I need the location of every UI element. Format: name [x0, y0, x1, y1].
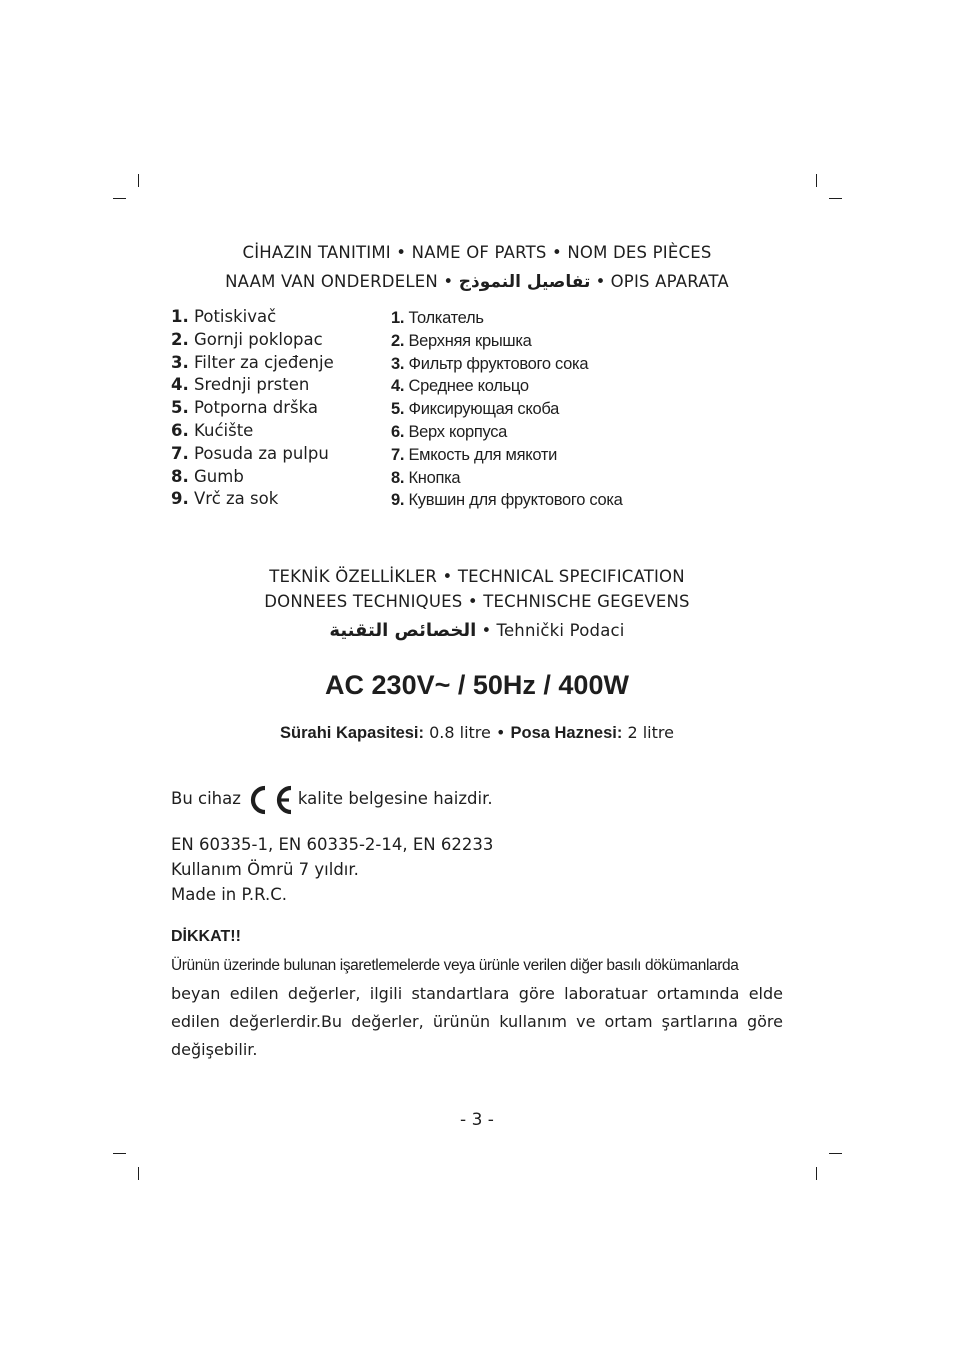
parts-list-russian [391, 307, 623, 512]
crop-mark [113, 198, 126, 199]
list-item: 5. Фиксирующая скоба [391, 400, 559, 419]
capacity-line [0, 723, 954, 743]
parts-list-bosnian [171, 306, 334, 511]
list-item: 2. Gornji poklopac [171, 329, 323, 349]
list-item: 6. Kućište [171, 420, 254, 440]
ce-statement [171, 784, 493, 814]
list-item: 3. Filter za cjeđenje [171, 352, 334, 372]
list-item: 1. Potiskivač [171, 307, 277, 326]
origin: Made in P.R.C. [171, 885, 288, 904]
power-rating: AC 230V~ / 50Hz / 400W [325, 670, 629, 700]
crop-mark [829, 1153, 842, 1154]
ce-text-after: kalite belgesine haizdir. [297, 789, 493, 808]
crop-mark [829, 198, 842, 199]
list-item: 8. Gumb [171, 466, 244, 486]
parts-heading-line1: CİHAZIN TANITIMI • NAME OF PARTS • NOM DES PIÈCES [242, 243, 712, 262]
crop-mark [816, 174, 817, 187]
list-item: 7. Емкость для мякоти [391, 445, 558, 464]
list-item: 1. Толкатель [391, 309, 484, 327]
parts-heading-arabic: تفاصيل النموذج [458, 272, 591, 292]
crop-mark [113, 1153, 126, 1154]
warning-line1: Ürünün üzerinde bulunan işaretlemelerde veya ürünle verilen diğer basılı dökümanlarda [171, 957, 739, 974]
spec-heading-arabic: الخصائص التقنية [329, 620, 477, 641]
parts-heading-right: • OPIS APARATA [595, 272, 729, 291]
list-item: 8. Кнопка [391, 468, 461, 487]
pulp-capacity-value: 2 litre [627, 723, 674, 742]
crop-mark [816, 1167, 817, 1180]
list-item: 7. Posuda za pulpu [171, 443, 329, 463]
standards: EN 60335-1, EN 60335-2-14, EN 62233 [171, 835, 494, 854]
spec-heading-line2: DONNEES TECHNIQUES • TECHNISCHE GEGEVENS [264, 592, 690, 611]
jug-capacity-label: Sürahi Kapasitesi: [280, 724, 424, 742]
ce-mark-icon [245, 785, 295, 815]
pulp-capacity-label: Posa Haznesi: [510, 724, 623, 742]
list-item: 6. Верх корпуса [391, 422, 508, 441]
crop-mark [138, 1167, 139, 1180]
list-item: 9. Кувшин для фруктового сока [391, 491, 623, 510]
list-item: 4. Srednji prsten [171, 375, 310, 395]
crop-mark [138, 174, 139, 187]
lifetime: Kullanım Ömrü 7 yıldır. [171, 860, 359, 879]
list-item: 9. Vrč za sok [171, 489, 279, 509]
spec-heading-right: • Tehnički Podaci [481, 621, 625, 640]
page-number: - 3 - [460, 1110, 494, 1130]
spec-heading-line1: TEKNİK ÖZELLİKLER • TECHNICAL SPECIFICATION [269, 567, 685, 586]
list-item: 4. Среднее кольцо [391, 377, 529, 396]
list-item: 5. Potporna drška [171, 398, 319, 418]
warning-text [171, 952, 783, 1064]
warning-title: DİKKAT!! [171, 928, 241, 945]
warning-rest: beyan edilen değerler, ilgili standartlara göre laboratuar ortamında elde edilen değerlerdir.Bu değerler, ürünün kullanım ve ortam şartlarına göre değişebilir. [171, 984, 783, 1059]
jug-capacity-value: 0.8 litre [429, 723, 491, 742]
spec-heading-line3 [0, 620, 954, 641]
list-item: 2. Верхняя крышка [391, 331, 532, 350]
ce-text-before: Bu cihaz [171, 789, 241, 808]
parts-heading-left: NAAM VAN ONDERDELEN • [225, 272, 454, 291]
list-item: 3. Фильтр фруктового сока [391, 354, 589, 373]
parts-heading-line2 [0, 272, 954, 292]
separator: • [495, 723, 506, 742]
